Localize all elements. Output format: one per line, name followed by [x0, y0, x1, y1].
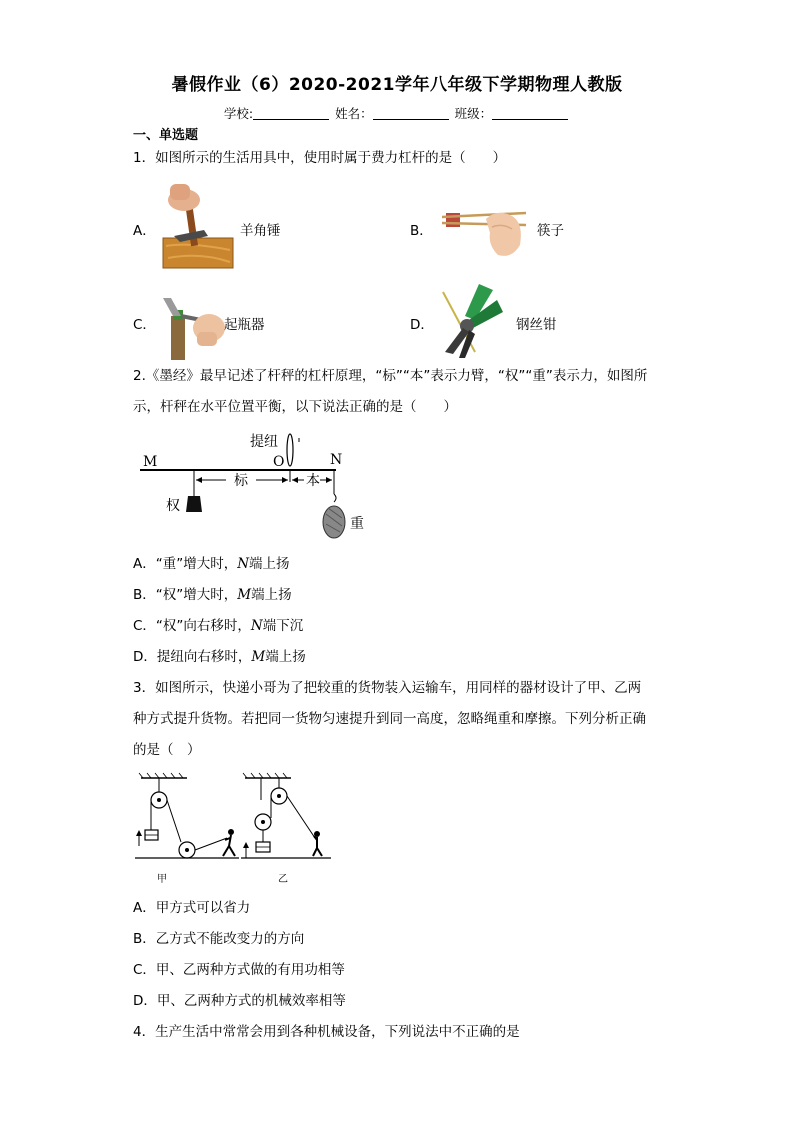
q1-option-b-label: 筷子	[537, 223, 564, 239]
biao-label: 标	[234, 473, 248, 489]
pulley-diagram	[135, 770, 335, 886]
class-blank[interactable]	[492, 107, 568, 120]
q3-option-d: D．甲、乙两种方式的机械效率相等	[133, 993, 346, 1009]
q1-option-c-letter: C．	[133, 317, 156, 333]
lift-knob-label: 提纽	[250, 434, 278, 450]
quan-label: 权	[166, 498, 180, 514]
q1-option-c-label: 起瓶器	[224, 317, 265, 333]
question-2-stem-line-2: 示，杆秤在水平位置平衡，以下说法正确的是（ ）	[133, 399, 457, 415]
q2-option-d: D．提纽向右移时，M端上扬	[133, 649, 306, 665]
q2-option-a: A．“重”增大时，N端上扬	[133, 556, 290, 572]
name-blank[interactable]	[373, 107, 449, 120]
q1-option-a-letter: A．	[133, 223, 156, 239]
class-label: 班级：	[454, 106, 493, 121]
q2-option-b: B．“权”增大时，M端上扬	[133, 587, 292, 603]
weighed-object	[323, 506, 345, 538]
jia-worker	[223, 835, 235, 856]
yi-worker	[313, 836, 322, 856]
lift-knob	[287, 434, 293, 466]
question-3-stem-line-3: 的是（ ）	[133, 742, 201, 758]
pliers-image	[435, 282, 505, 360]
yi-label: 乙	[278, 874, 288, 885]
zhong-label: 重	[350, 516, 364, 532]
school-blank[interactable]	[253, 107, 329, 120]
point-n-label: N	[330, 452, 343, 468]
steelyard-diagram	[140, 428, 380, 540]
q1-option-d-letter: D．	[410, 317, 434, 333]
q1-option-a-label: 羊角锤	[240, 223, 281, 239]
question-4-stem: 4．生产生活中常常会用到各种机械设备，下列说法中不正确的是	[133, 1024, 520, 1040]
ben-label: 本	[306, 473, 320, 489]
question-1-stem: 1．如图所示的生活用具中，使用时属于费力杠杆的是（ ）	[133, 150, 507, 166]
q3-option-b: B．乙方式不能改变力的方向	[133, 931, 305, 947]
q1-option-d-label: 钢丝钳	[516, 317, 557, 333]
counterweight	[186, 496, 202, 512]
section-title: 一、单选题	[133, 128, 199, 143]
point-m-label: M	[143, 454, 158, 470]
document-title: 暑假作业（6）2020-2021学年八年级下学期物理人教版	[171, 75, 623, 95]
chopsticks-image	[440, 205, 530, 261]
q3-option-c: C．甲、乙两种方式做的有用功相等	[133, 962, 345, 978]
name-label: 姓名：	[335, 106, 373, 121]
hammer-image	[160, 180, 234, 270]
q2-option-c: C．“权”向右移时，N端下沉	[133, 618, 304, 634]
jia-label: 甲	[157, 874, 167, 885]
school-label: 学校:	[223, 106, 254, 121]
q1-option-b-letter: B．	[410, 223, 433, 239]
student-info-line	[0, 104, 794, 122]
q3-option-a: A．甲方式可以省力	[133, 900, 251, 916]
bottle-opener-image	[157, 296, 227, 360]
question-2-stem-line-1: 2.《墨经》最早记述了杆秤的杠杆原理，“标”“本”表示力臂，“权”“重”表示力，如图所	[133, 368, 648, 384]
question-3-stem-line-1: 3．如图所示，快递小哥为了把较重的货物装入运输车，用同样的器材设计了甲、乙两	[133, 680, 642, 696]
question-3-stem-line-2: 种方式提升货物。若把同一货物匀速提升到同一高度，忽略绳重和摩擦。下列分析正确	[133, 711, 646, 727]
point-o-label: O	[273, 454, 285, 470]
